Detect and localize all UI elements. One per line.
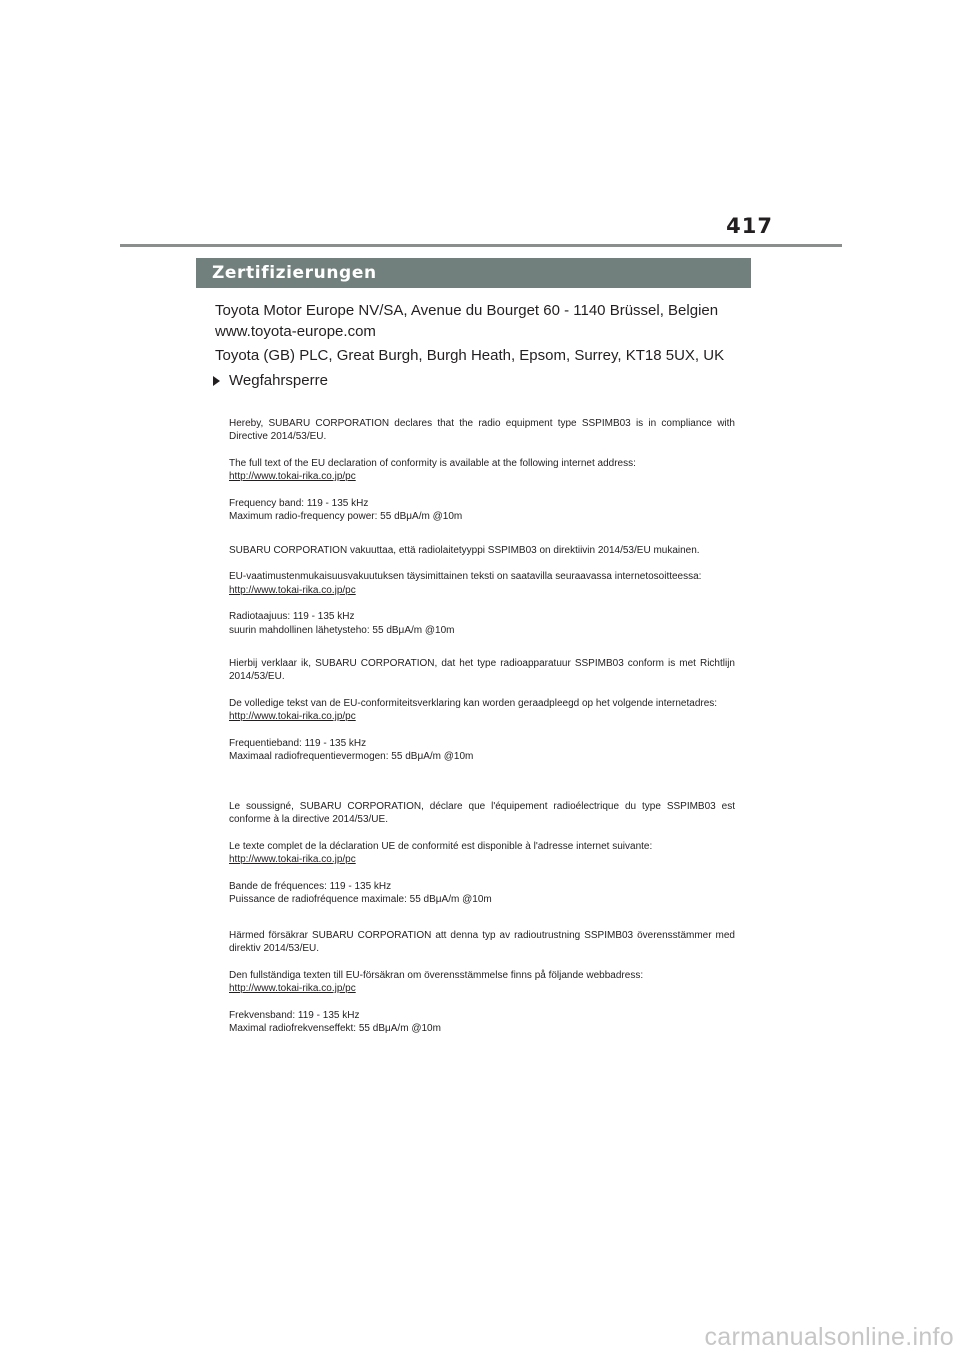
watermark: carmanualsonline.info [704, 1323, 954, 1351]
declaration-fulltext: The full text of the EU declaration of conformity is available at the following internet address: [229, 457, 636, 469]
declaration-url-link[interactable]: http://www.tokai-rika.co.jp/pc [229, 854, 356, 866]
declaration-url-link[interactable]: http://www.tokai-rika.co.jp/pc [229, 471, 356, 483]
declaration-fulltext: Den fullständiga texten till EU-försäkran om överensstämmelse finns på följande webbadress: [229, 969, 644, 981]
page-number: 417 [726, 214, 773, 238]
triangle-bullet-icon [213, 376, 220, 386]
max-power: suurin mahdollinen lähetysteho: 55 dBμA/m @10m [229, 624, 455, 636]
declaration-url-link[interactable]: http://www.tokai-rika.co.jp/pc [229, 983, 356, 995]
website-toyota-europe: www.toyota-europe.com [215, 323, 376, 340]
declaration-statement: Hierbij verklaar ik, SUBARU CORPORATION, dat het type radioapparatuur SSPIMB03 conform is met Richtlijn 2014/53/EU. [229, 658, 735, 683]
declaration-dutch [229, 657, 735, 763]
declaration-statement: Hereby, SUBARU CORPORATION declares that the radio equipment type SSPIMB03 is in compliance with Directive 2014/53/EU. [229, 418, 735, 443]
declaration-url-link[interactable]: http://www.tokai-rika.co.jp/pc [229, 711, 356, 723]
declaration-swedish [229, 929, 735, 1035]
declaration-statement: SUBARU CORPORATION vakuuttaa, että radiolaitetyyppi SSPIMB03 on direktiivin 2014/53/EU mukainen. [229, 545, 700, 556]
declaration-url-link[interactable]: http://www.tokai-rika.co.jp/pc [229, 584, 356, 596]
bullet-item [213, 372, 328, 389]
declaration-fulltext: EU-vaatimustenmukaisuusvakuutuksen täysimittainen teksti on saatavilla seuraavassa internetosoitteessa: [229, 571, 702, 583]
declaration-statement: Le soussigné, SUBARU CORPORATION, déclare que l'équipement radioélectrique du type SSPIMB03 est conforme à la directive 2014/53/UE. [229, 801, 735, 826]
frequency-band: Frekvensband: 119 - 135 kHz [229, 1009, 360, 1021]
max-power: Puissance de radiofréquence maximale: 55 dBμA/m @10m [229, 894, 492, 906]
frequency-band: Frequency band: 119 - 135 kHz [229, 497, 369, 509]
frequency-band: Frequentieband: 119 - 135 kHz [229, 737, 367, 749]
section-title: Zertifizierungen [212, 263, 377, 283]
max-power: Maximal radiofrekvenseffekt: 55 dBμA/m @10m [229, 1023, 441, 1035]
address-toyota-europe: Toyota Motor Europe NV/SA, Avenue du Bourget 60 - 1140 Brüssel, Belgien [215, 302, 719, 319]
address-toyota-gb: Toyota (GB) PLC, Great Burgh, Burgh Heath, Epsom, Surrey, KT18 5UX, UK [215, 347, 725, 364]
section-header [196, 258, 751, 288]
frequency-band: Radiotaajuus: 119 - 135 kHz [229, 611, 355, 623]
declaration-french [229, 800, 735, 906]
max-power: Maximaal radiofrequentievermogen: 55 dBμA/m @10m [229, 751, 474, 763]
declaration-english [229, 417, 735, 523]
declaration-statement: Härmed försäkrar SUBARU CORPORATION att denna typ av radioutrustning SSPIMB03 överensstämmer med direktiv 2014/53/EU. [229, 930, 735, 955]
bullet-label: Wegfahrsperre [229, 372, 328, 389]
max-power: Maximum radio-frequency power: 55 dBμA/m @10m [229, 511, 463, 523]
top-divider [120, 244, 842, 247]
declaration-finnish [229, 544, 735, 637]
frequency-band: Bande de fréquences: 119 - 135 kHz [229, 880, 392, 892]
declaration-fulltext: Le texte complet de la déclaration UE de conformité est disponible à l'adresse internet suivante: [229, 840, 653, 852]
declaration-fulltext: De volledige tekst van de EU-conformiteitsverklaring kan worden geraadpleegd op het volgende internetadres: [229, 697, 718, 709]
